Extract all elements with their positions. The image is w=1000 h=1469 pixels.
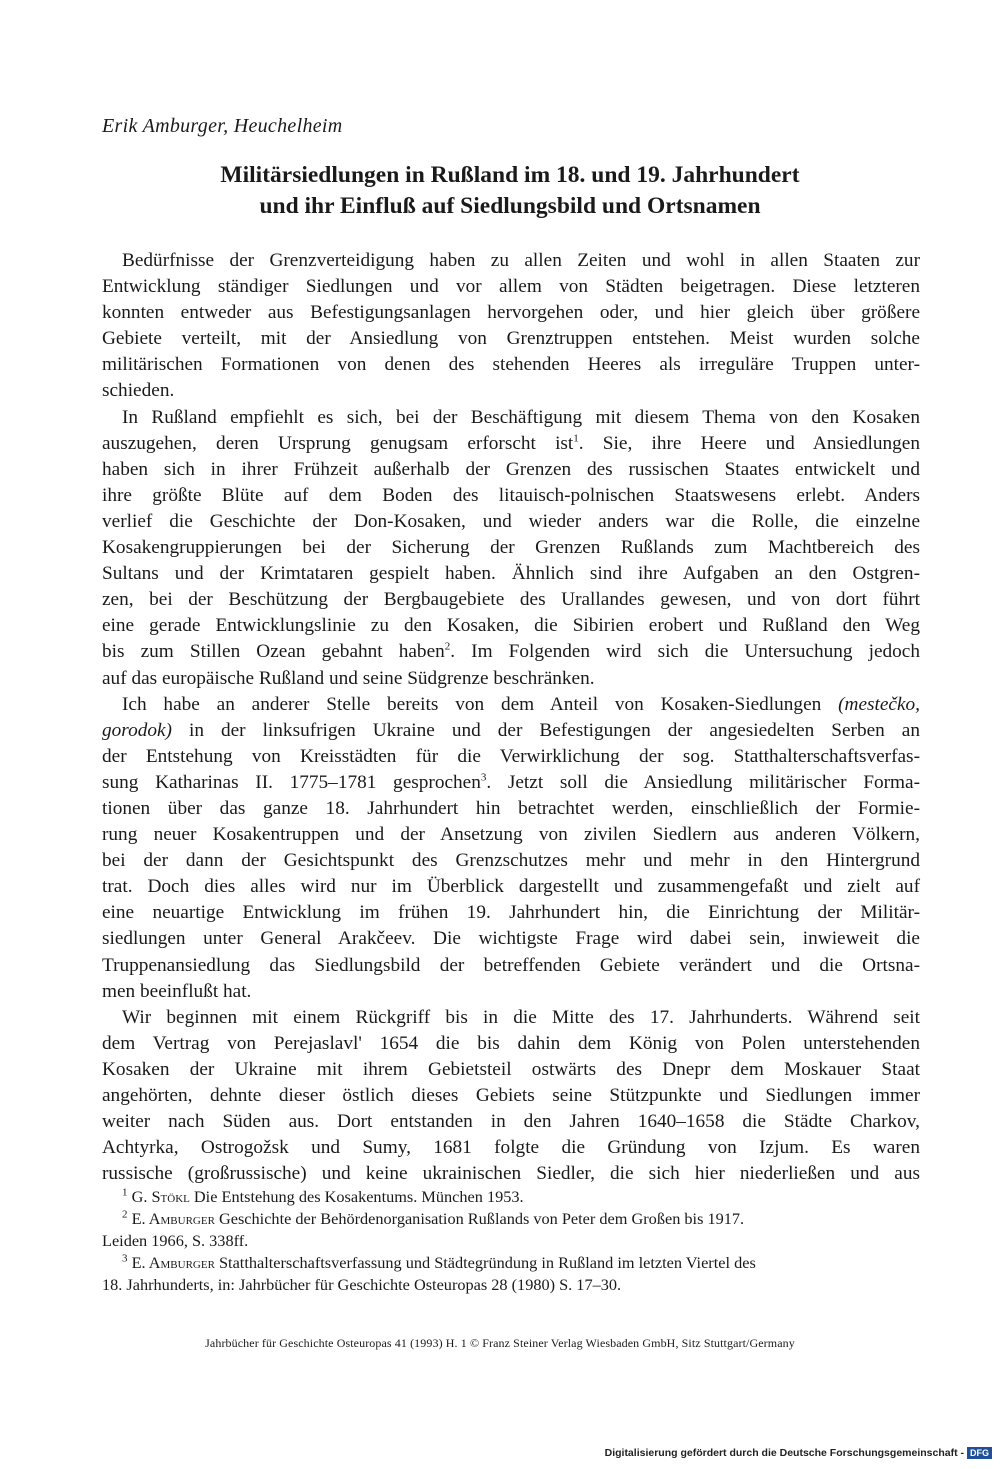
footnote-mark[interactable]: 1 xyxy=(573,432,579,445)
footnotes xyxy=(102,1186,920,1296)
body-line: russische (großrussische) und keine ukrainischen Siedler, die sich hier niederließen und aus xyxy=(102,1163,920,1185)
footnote-2-cont: Leiden 1966, S. 338ff. xyxy=(102,1231,249,1250)
body-line: Wir beginnen mit einem Rückgriff bis in die Mitte des 17. Jahrhunderts. Während seit xyxy=(122,1006,920,1028)
body-line: militärischen Formationen von denen des stehenden Heeres als irreguläre Truppen unter- xyxy=(102,354,920,376)
article-body xyxy=(102,248,920,1187)
footnote-mark[interactable]: 3 xyxy=(480,771,487,784)
body-line: gorodok) in der linksufrigen Ukraine und der Befestigungen der angesiedelten Serben an xyxy=(102,719,920,741)
body-line: ihre größte Blüte auf dem Boden des litauisch-polnischen Staatswesens erlebt. Anders xyxy=(102,484,920,506)
body-line: angehörten, dehnte dieser östlich dieses Gebiets seine Stützpunkte und Siedlungen immer xyxy=(102,1085,920,1106)
body-line: bis zum Stillen Ozean gebahnt haben$^2$. Im Folgenden wird sich die Untersuchung jedoch xyxy=(102,640,920,663)
author-line: Erik Amburger, Heuchelheim xyxy=(102,115,343,137)
body-line: Bedürfnisse der Grenzverteidigung haben zu allen Zeiten und wohl in allen Staaten zur xyxy=(122,250,920,271)
body-line: rung neuer Kosakentruppen und der Ansetzung von zivilen Siedlern aus anderen Völkern, xyxy=(102,824,920,846)
body-line: Kosakengruppierungen bei der Sicherung der Grenzen Rußlands zum Machtbereich des xyxy=(102,537,920,559)
title-line-1: Militärsiedlungen in Rußland im 18. und 19. Jahrhundert xyxy=(220,162,800,188)
body-line: verlief die Geschichte der Don-Kosaken, und wieder anders war die Rolle, die einzelne xyxy=(102,510,920,532)
body-line: Entwicklung ständiger Siedlungen und vor allem von Städten beigetragen. Diese letzteren xyxy=(102,276,920,298)
body-line: tionen über das ganze 18. Jahrhundert hin betrachtet werden, einschließlich der Formie- xyxy=(102,797,920,819)
body-line: zen, bei der Beschützung der Bergbaugebiete des Urallandes gewesen, und von dort führt xyxy=(102,589,920,611)
body-line: der Entstehung von Kreisstädten für die Verwirklichung der sog. Statthalterschaftsverfas- xyxy=(102,745,920,767)
body-line: bei der dann der Gesichtspunkt des Grenzschutzes mehr und mehr in den Hintergrund xyxy=(102,850,920,872)
body-line: men beeinflußt hat. xyxy=(102,980,252,1002)
body-line: haben sich in ihrer Frühzeit außerhalb der Grenzen des russischen Staates entwickelt und xyxy=(102,458,920,480)
body-line: auszugehen, deren Ursprung genugsam erforscht ist$^1$. Sie, ihre Heere und Ansiedlungen xyxy=(102,432,920,454)
body-line: schieden. xyxy=(102,380,175,402)
body-line: siedlungen unter General Arakčeev. Die wichtigste Frage wird dabei sein, inwieweit die xyxy=(102,928,920,950)
body-line: auf das europäische Rußland und seine Südgrenze beschränken. xyxy=(102,667,595,689)
body-line: In Rußland empfiehlt es sich, bei der Beschäftigung mit diesem Thema von den Kosaken xyxy=(122,406,920,428)
body-line: Achtyrka, Ostrogožsk und Sumy, 1681 folgte die Gründung von Izjum. Es waren xyxy=(102,1137,920,1159)
body-line: Truppenansiedlung das Siedlungsbild der betreffenden Gebiete verändert und die Ortsna- xyxy=(102,954,920,976)
body-line: sung Katharinas II. 1775–1781 gesprochen$^3$. Jetzt soll die Ansiedlung militärischer Forma- xyxy=(102,771,920,793)
footnote-mark[interactable]: 2 xyxy=(444,640,451,653)
body-line: Sultans und der Krimtataren gespielt haben. Ähnlich sind ihre Aufgaben an den Ostgren- xyxy=(102,563,920,585)
body-line: eine gerade Entwicklungslinie zu den Kosaken, die Sibirien erobert und Rußland den Weg xyxy=(102,615,920,637)
journal-footer: Jahrbücher für Geschichte Osteuropas 41 (1993) H. 1 © Franz Steiner Verlag Wiesbaden GmbH, Sitz Stuttgart/Germany xyxy=(205,1336,795,1350)
footnote-1: $^1$ G. Stökl Die Entstehung des Kosakentums. München 1953. xyxy=(122,1186,524,1206)
body-line: konnten entweder aus Befestigungsanlagen hervorgehen oder, und hier gleich über größere xyxy=(102,302,920,324)
body-line: Kosaken der Ukraine mit ihrem Gebietsteil ostwärts des Dnepr dem Moskauer Staat xyxy=(102,1058,920,1080)
dfg-logo: DFG xyxy=(967,1447,992,1459)
body-line: dem Vertrag von Perejaslavl' 1654 die bis dahin dem König von Polen unterstehenden xyxy=(102,1032,920,1054)
body-line: Gebiete verteilt, mit der Ansiedlung von Grenztruppen entstehen. Meist wurden solche xyxy=(102,328,920,350)
footnote-3: $^3$ E. Amburger Statthalterschaftsverfassung und Städtegründung in Rußland im letzten Viertel des xyxy=(122,1252,756,1272)
footnote-2: $^2$ E. Amburger Geschichte der Behördenorganisation Rußlands von Peter dem Großen bis 1917. xyxy=(122,1208,745,1228)
article-title xyxy=(100,160,920,222)
dfg-notice-text: Digitalisierung gefördert durch die Deutsche Forschungsgemeinschaft - xyxy=(604,1447,964,1459)
body-line: Ich habe an anderer Stelle bereits von dem Anteil von Kosaken-Siedlungen (mestečko, xyxy=(122,693,920,715)
footnote-3-cont: 18. Jahrhunderts, in: Jahrbücher für Geschichte Osteuropas 28 (1980) S. 17–30. xyxy=(102,1275,622,1294)
title-line-2: und ihr Einfluß auf Siedlungsbild und Ortsnamen xyxy=(259,193,761,219)
body-line: trat. Doch dies alles wird nur im Überblick dargestellt und zusammengefaßt und zielt auf xyxy=(102,876,920,898)
body-line: weiter nach Süden aus. Dort entstanden in den Jahren 1640–1658 die Städte Charkov, xyxy=(102,1111,920,1133)
body-line: eine neuartige Entwicklung im frühen 19. Jahrhundert hin, die Einrichtung der Militär- xyxy=(102,902,920,924)
dfg-notice xyxy=(605,1447,992,1459)
